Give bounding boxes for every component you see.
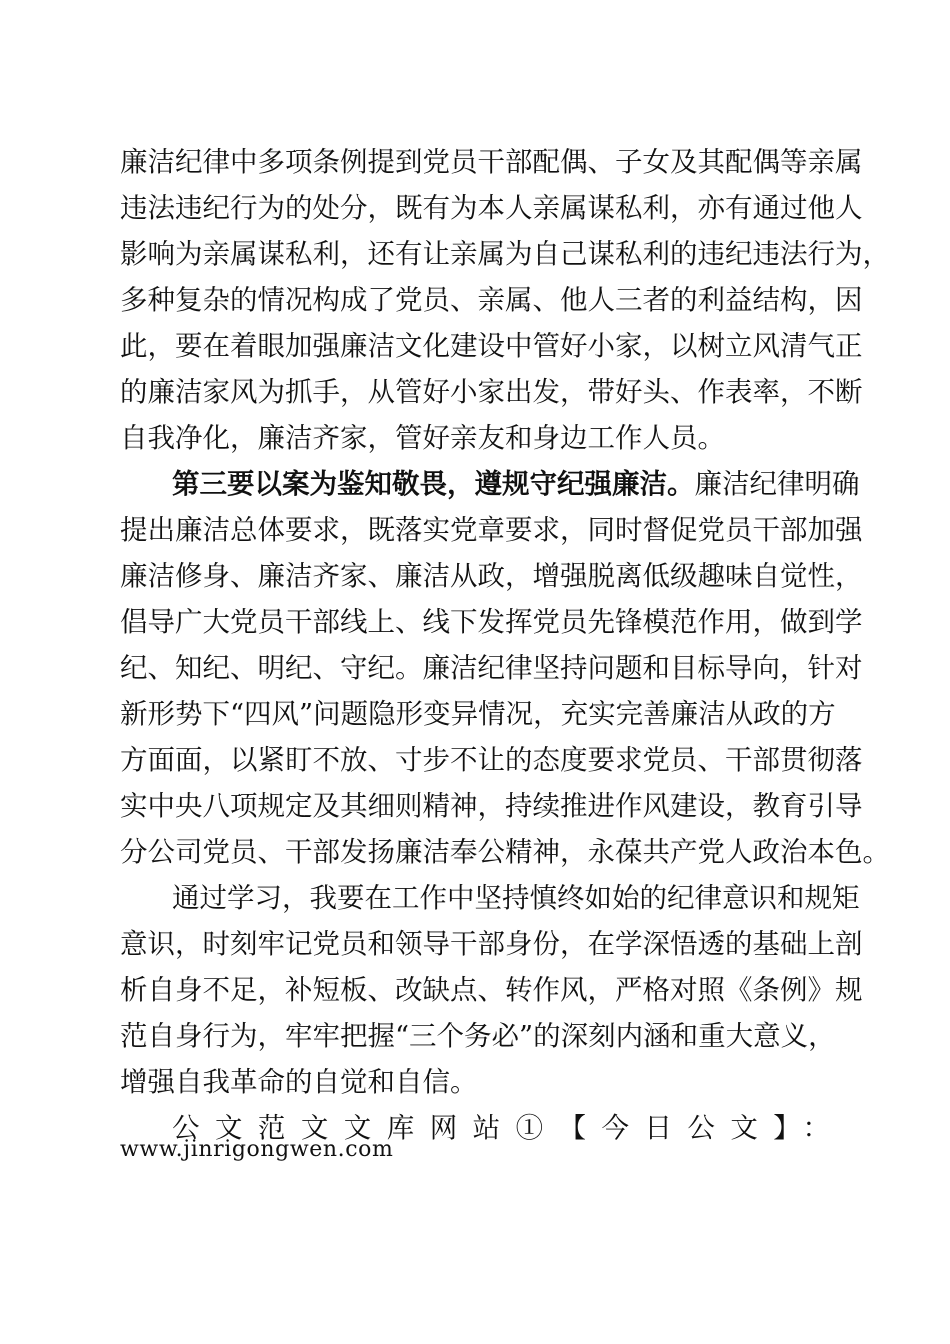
paragraph-1-line-3: 影响为亲属谋私利，还有让亲属为自己谋私利的违纪违法行为， xyxy=(120,238,890,270)
paragraph-2-line-4: 倡导广大党员干部线上、线下发挥党员先锋模范作用，做到学 xyxy=(120,606,863,638)
paragraph-2-lead-heading: 第三要以案为鉴知敬畏，遵规守纪强廉洁。 xyxy=(172,468,695,500)
paragraph-2-line-8: 实中央八项规定及其细则精神，持续推进作风建设，教育引导 xyxy=(120,790,863,822)
paragraph-2-line-9: 分公司党员、干部发扬廉洁奉公精神，永葆共产党人政治本色。 xyxy=(120,836,890,868)
paragraph-3-line-4: 范自身行为，牢牢把握“三个务必”的深刻内涵和重大意义， xyxy=(120,1020,836,1052)
paragraph-2-line-3: 廉洁修身、廉洁齐家、廉洁从政，增强脱离低级趣味自觉性， xyxy=(120,560,863,592)
paragraph-2-line-2: 提出廉洁总体要求，既落实党章要求，同时督促党员干部加强 xyxy=(120,514,863,546)
footer-url-link[interactable]: www.jinrigongwen.com xyxy=(120,1137,394,1162)
paragraph-2-line-6: 新形势下“四风”问题隐形变异情况，充实完善廉洁从政的方 xyxy=(120,698,836,730)
paragraph-2-line-1 xyxy=(172,462,860,506)
paragraph-1-line-7: 自我净化，廉洁齐家，管好亲友和身边工作人员。 xyxy=(120,422,725,454)
paragraph-3-line-3: 析自身不足，补短板、改缺点、转作风，严格对照《条例》规 xyxy=(120,974,863,1006)
paragraph-3-line-2: 意识，时刻牢记党员和领导干部身份，在学深悟透的基础上剖 xyxy=(120,928,863,960)
paragraph-1-line-2: 违法违纪行为的处分，既有为本人亲属谋私利，亦有通过他人 xyxy=(120,192,863,224)
paragraph-3-line-1: 通过学习，我要在工作中坚持慎终如始的纪律意识和规矩 xyxy=(172,882,860,914)
paragraph-1-line-6: 的廉洁家风为抓手，从管好小家出发，带好头、作表率，不断 xyxy=(120,376,863,408)
paragraph-1-line-5: 此，要在着眼加强廉洁文化建设中管好小家，以树立风清气正 xyxy=(120,330,863,362)
paragraph-2-lead-text: 廉洁纪律明确 xyxy=(694,468,860,500)
paragraph-2-line-7: 方面面，以紧盯不放、寸步不让的态度要求党员、干部贯彻落 xyxy=(120,744,863,776)
paragraph-2-line-5: 纪、知纪、明纪、守纪。廉洁纪律坚持问题和目标导向，针对 xyxy=(120,652,863,684)
footer-site-line: 公文范文文库网站①【今日公文】： xyxy=(172,1112,830,1144)
paragraph-1-line-1: 廉洁纪律中多项条例提到党员干部配偶、子女及其配偶等亲属 xyxy=(120,146,863,178)
paragraph-3-line-5: 增强自我革命的自觉和自信。 xyxy=(120,1066,478,1098)
paragraph-1-line-4: 多种复杂的情况构成了党员、亲属、他人三者的利益结构，因 xyxy=(120,284,863,316)
